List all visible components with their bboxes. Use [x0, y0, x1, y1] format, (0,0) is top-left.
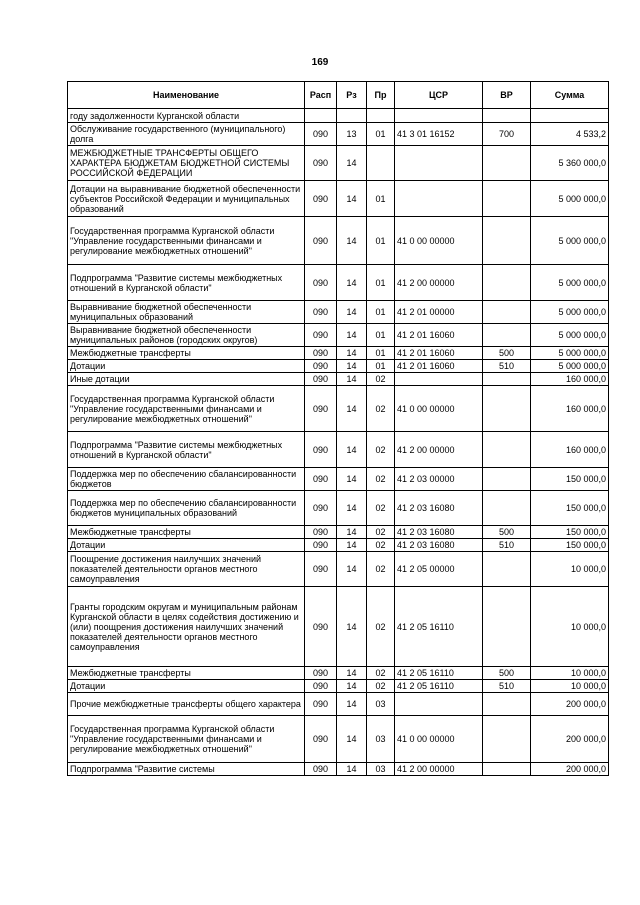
- cell-pr: 02: [367, 468, 395, 491]
- cell-name: Дотации: [68, 360, 305, 373]
- cell-name: Прочие межбюджетные трансферты общего характера: [68, 693, 305, 716]
- cell-vr: 510: [483, 360, 531, 373]
- cell-vr: [483, 693, 531, 716]
- table-row: [68, 347, 609, 360]
- cell-pr: 01: [367, 324, 395, 347]
- cell-csr: 41 2 01 16060: [395, 347, 483, 360]
- cell-vr: [483, 265, 531, 301]
- cell-sum: 10 000,0: [531, 552, 609, 587]
- cell-vr: [483, 301, 531, 324]
- cell-rasp: 090: [305, 432, 337, 468]
- cell-rz: 14: [337, 386, 367, 432]
- table-row: [68, 432, 609, 468]
- cell-csr: [395, 693, 483, 716]
- cell-sum: 160 000,0: [531, 386, 609, 432]
- cell-sum: [531, 109, 609, 123]
- cell-rasp: 090: [305, 181, 337, 217]
- cell-sum: 200 000,0: [531, 763, 609, 776]
- cell-pr: 01: [367, 301, 395, 324]
- cell-rasp: 090: [305, 491, 337, 526]
- cell-vr: [483, 109, 531, 123]
- cell-vr: 500: [483, 347, 531, 360]
- cell-csr: [395, 146, 483, 181]
- cell-csr: 41 0 00 00000: [395, 386, 483, 432]
- table-row: [68, 265, 609, 301]
- cell-rasp: 090: [305, 146, 337, 181]
- cell-pr: 02: [367, 491, 395, 526]
- cell-rasp: 090: [305, 526, 337, 539]
- header-csr: ЦСР: [395, 82, 483, 109]
- cell-sum: 150 000,0: [531, 491, 609, 526]
- cell-pr: 01: [367, 217, 395, 265]
- cell-sum: 200 000,0: [531, 716, 609, 763]
- table-row: [68, 763, 609, 776]
- cell-name: году задолженности Курганской области: [68, 109, 305, 123]
- cell-pr: 03: [367, 763, 395, 776]
- cell-csr: [395, 373, 483, 386]
- cell-sum: 10 000,0: [531, 680, 609, 693]
- cell-rasp: 090: [305, 763, 337, 776]
- cell-vr: 510: [483, 680, 531, 693]
- table-header-row: [68, 82, 609, 109]
- cell-vr: [483, 181, 531, 217]
- cell-name: Поддержка мер по обеспечению сбалансированности бюджетов муниципальных образований: [68, 491, 305, 526]
- cell-pr: 03: [367, 693, 395, 716]
- cell-name: Выравнивание бюджетной обеспеченности муниципальных районов (городских округов): [68, 324, 305, 347]
- cell-rasp: 090: [305, 301, 337, 324]
- cell-rz: 14: [337, 693, 367, 716]
- cell-csr: 41 2 05 00000: [395, 552, 483, 587]
- cell-pr: 02: [367, 386, 395, 432]
- cell-rz: 14: [337, 301, 367, 324]
- header-pr: Пр: [367, 82, 395, 109]
- cell-rz: 14: [337, 552, 367, 587]
- cell-sum: 4 533,2: [531, 123, 609, 146]
- cell-pr: 01: [367, 181, 395, 217]
- cell-name: Гранты городским округам и муниципальным районам Курганской области в целях содействия достижению и (или) поощрения достижения наилучших значений показателей деятельности органов местного самоуправления: [68, 587, 305, 667]
- cell-csr: 41 3 01 16152: [395, 123, 483, 146]
- cell-name: Дотации: [68, 680, 305, 693]
- header-name: Наименование: [68, 82, 305, 109]
- cell-name: Обслуживание государственного (муниципального) долга: [68, 123, 305, 146]
- cell-csr: 41 2 00 00000: [395, 763, 483, 776]
- cell-rz: [337, 109, 367, 123]
- cell-name: Межбюджетные трансферты: [68, 526, 305, 539]
- cell-pr: 02: [367, 667, 395, 680]
- header-rz: Рз: [337, 82, 367, 109]
- cell-pr: 01: [367, 123, 395, 146]
- cell-vr: [483, 217, 531, 265]
- cell-rasp: 090: [305, 265, 337, 301]
- cell-sum: 5 000 000,0: [531, 324, 609, 347]
- cell-sum: 10 000,0: [531, 667, 609, 680]
- cell-rasp: 090: [305, 373, 337, 386]
- cell-name: Государственная программа Курганской области "Управление государственными финансами и регулирование межбюджетных отношений": [68, 386, 305, 432]
- cell-csr: 41 0 00 00000: [395, 716, 483, 763]
- cell-sum: 5 000 000,0: [531, 217, 609, 265]
- table-row: [68, 552, 609, 587]
- cell-name: Государственная программа Курганской области "Управление государственными финансами и регулирование межбюджетных отношений": [68, 217, 305, 265]
- cell-name: Выравнивание бюджетной обеспеченности муниципальных образований: [68, 301, 305, 324]
- cell-name: Государственная программа Курганской области "Управление государственными финансами и регулирование межбюджетных отношений": [68, 716, 305, 763]
- cell-name: Подпрограмма "Развитие системы межбюджетных отношений в Курганской области": [68, 432, 305, 468]
- table-row: [68, 217, 609, 265]
- table-row: [68, 360, 609, 373]
- cell-csr: 41 2 03 16080: [395, 491, 483, 526]
- cell-rz: 14: [337, 347, 367, 360]
- table-row: [68, 181, 609, 217]
- cell-sum: 10 000,0: [531, 587, 609, 667]
- cell-rz: 14: [337, 526, 367, 539]
- table-row: [68, 587, 609, 667]
- cell-rz: 14: [337, 373, 367, 386]
- cell-name: Межбюджетные трансферты: [68, 347, 305, 360]
- table-row: [68, 667, 609, 680]
- cell-rasp: [305, 109, 337, 123]
- cell-vr: 500: [483, 667, 531, 680]
- cell-csr: [395, 109, 483, 123]
- header-vr: ВР: [483, 82, 531, 109]
- cell-pr: 02: [367, 526, 395, 539]
- table-row: [68, 373, 609, 386]
- page-number: 169: [311, 57, 329, 68]
- cell-name: Подпрограмма "Развитие системы: [68, 763, 305, 776]
- table-row: [68, 123, 609, 146]
- cell-csr: 41 0 00 00000: [395, 217, 483, 265]
- cell-rasp: 090: [305, 716, 337, 763]
- cell-csr: 41 2 01 16060: [395, 324, 483, 347]
- cell-pr: 01: [367, 360, 395, 373]
- table-row: [68, 491, 609, 526]
- cell-csr: 41 2 05 16110: [395, 680, 483, 693]
- cell-rz: 14: [337, 539, 367, 552]
- cell-sum: 200 000,0: [531, 693, 609, 716]
- cell-pr: 02: [367, 432, 395, 468]
- cell-name: Дотации на выравнивание бюджетной обеспеченности субъектов Российской Федерации и муниципальных образований: [68, 181, 305, 217]
- cell-vr: [483, 373, 531, 386]
- cell-vr: [483, 552, 531, 587]
- cell-csr: 41 2 03 00000: [395, 468, 483, 491]
- cell-vr: [483, 468, 531, 491]
- cell-rz: 14: [337, 491, 367, 526]
- cell-vr: 700: [483, 123, 531, 146]
- cell-vr: [483, 491, 531, 526]
- cell-vr: 510: [483, 539, 531, 552]
- cell-rasp: 090: [305, 217, 337, 265]
- cell-pr: [367, 146, 395, 181]
- table-row: [68, 109, 609, 123]
- cell-name: МЕЖБЮДЖЕТНЫЕ ТРАНСФЕРТЫ ОБЩЕГО ХАРАКТЕРА БЮДЖЕТАМ БЮДЖЕТНОЙ СИСТЕМЫ РОССИЙСКОЙ ФЕДЕРАЦИИ: [68, 146, 305, 181]
- cell-pr: 02: [367, 552, 395, 587]
- cell-sum: 5 000 000,0: [531, 181, 609, 217]
- cell-sum: 5 000 000,0: [531, 347, 609, 360]
- cell-rz: 13: [337, 123, 367, 146]
- cell-csr: 41 2 03 16080: [395, 539, 483, 552]
- header-sum: Сумма: [531, 82, 609, 109]
- cell-rasp: 090: [305, 667, 337, 680]
- cell-csr: 41 2 01 16060: [395, 360, 483, 373]
- cell-rz: 14: [337, 146, 367, 181]
- table-row: [68, 526, 609, 539]
- cell-pr: 01: [367, 347, 395, 360]
- cell-rasp: 090: [305, 539, 337, 552]
- cell-sum: 5 360 000,0: [531, 146, 609, 181]
- cell-name: Поощрение достижения наилучших значений показателей деятельности органов местного самоуправления: [68, 552, 305, 587]
- cell-rz: 14: [337, 763, 367, 776]
- cell-rasp: 090: [305, 693, 337, 716]
- cell-rasp: 090: [305, 552, 337, 587]
- cell-csr: 41 2 03 16080: [395, 526, 483, 539]
- cell-sum: 5 000 000,0: [531, 360, 609, 373]
- cell-sum: 150 000,0: [531, 526, 609, 539]
- cell-rasp: 090: [305, 587, 337, 667]
- table-row: [68, 680, 609, 693]
- cell-rz: 14: [337, 265, 367, 301]
- table-row: [68, 301, 609, 324]
- cell-pr: [367, 109, 395, 123]
- cell-rasp: 090: [305, 468, 337, 491]
- cell-vr: 500: [483, 526, 531, 539]
- table-row: [68, 386, 609, 432]
- budget-table: [67, 81, 609, 776]
- header-rasp: Расп: [305, 82, 337, 109]
- cell-pr: 02: [367, 587, 395, 667]
- cell-rz: 14: [337, 181, 367, 217]
- cell-csr: 41 2 00 00000: [395, 265, 483, 301]
- cell-rz: 14: [337, 360, 367, 373]
- table-row: [68, 468, 609, 491]
- cell-pr: 02: [367, 373, 395, 386]
- cell-pr: 01: [367, 265, 395, 301]
- cell-vr: [483, 324, 531, 347]
- cell-sum: 160 000,0: [531, 432, 609, 468]
- cell-vr: [483, 716, 531, 763]
- cell-rasp: 090: [305, 680, 337, 693]
- cell-rz: 14: [337, 716, 367, 763]
- cell-vr: [483, 587, 531, 667]
- cell-sum: 5 000 000,0: [531, 265, 609, 301]
- cell-sum: 160 000,0: [531, 373, 609, 386]
- cell-rasp: 090: [305, 324, 337, 347]
- cell-rz: 14: [337, 667, 367, 680]
- cell-csr: [395, 181, 483, 217]
- cell-sum: 150 000,0: [531, 468, 609, 491]
- table-row: [68, 693, 609, 716]
- cell-pr: 02: [367, 539, 395, 552]
- cell-rasp: 090: [305, 360, 337, 373]
- cell-vr: [483, 432, 531, 468]
- cell-vr: [483, 763, 531, 776]
- cell-csr: 41 2 05 16110: [395, 667, 483, 680]
- cell-sum: 5 000 000,0: [531, 301, 609, 324]
- cell-name: Подпрограмма "Развитие системы межбюджетных отношений в Курганской области": [68, 265, 305, 301]
- cell-rz: 14: [337, 587, 367, 667]
- cell-name: Дотации: [68, 539, 305, 552]
- table-row: [68, 146, 609, 181]
- cell-rz: 14: [337, 324, 367, 347]
- cell-name: Иные дотации: [68, 373, 305, 386]
- cell-name: Межбюджетные трансферты: [68, 667, 305, 680]
- cell-rasp: 090: [305, 386, 337, 432]
- cell-csr: 41 2 01 00000: [395, 301, 483, 324]
- cell-rz: 14: [337, 217, 367, 265]
- cell-csr: 41 2 00 00000: [395, 432, 483, 468]
- cell-csr: 41 2 05 16110: [395, 587, 483, 667]
- cell-name: Поддержка мер по обеспечению сбалансированности бюджетов: [68, 468, 305, 491]
- cell-vr: [483, 386, 531, 432]
- cell-pr: 03: [367, 716, 395, 763]
- table-row: [68, 324, 609, 347]
- cell-sum: 150 000,0: [531, 539, 609, 552]
- table-row: [68, 716, 609, 763]
- table-row: [68, 539, 609, 552]
- cell-rasp: 090: [305, 347, 337, 360]
- cell-rz: 14: [337, 432, 367, 468]
- cell-rz: 14: [337, 680, 367, 693]
- cell-rasp: 090: [305, 123, 337, 146]
- cell-vr: [483, 146, 531, 181]
- cell-pr: 02: [367, 680, 395, 693]
- cell-rz: 14: [337, 468, 367, 491]
